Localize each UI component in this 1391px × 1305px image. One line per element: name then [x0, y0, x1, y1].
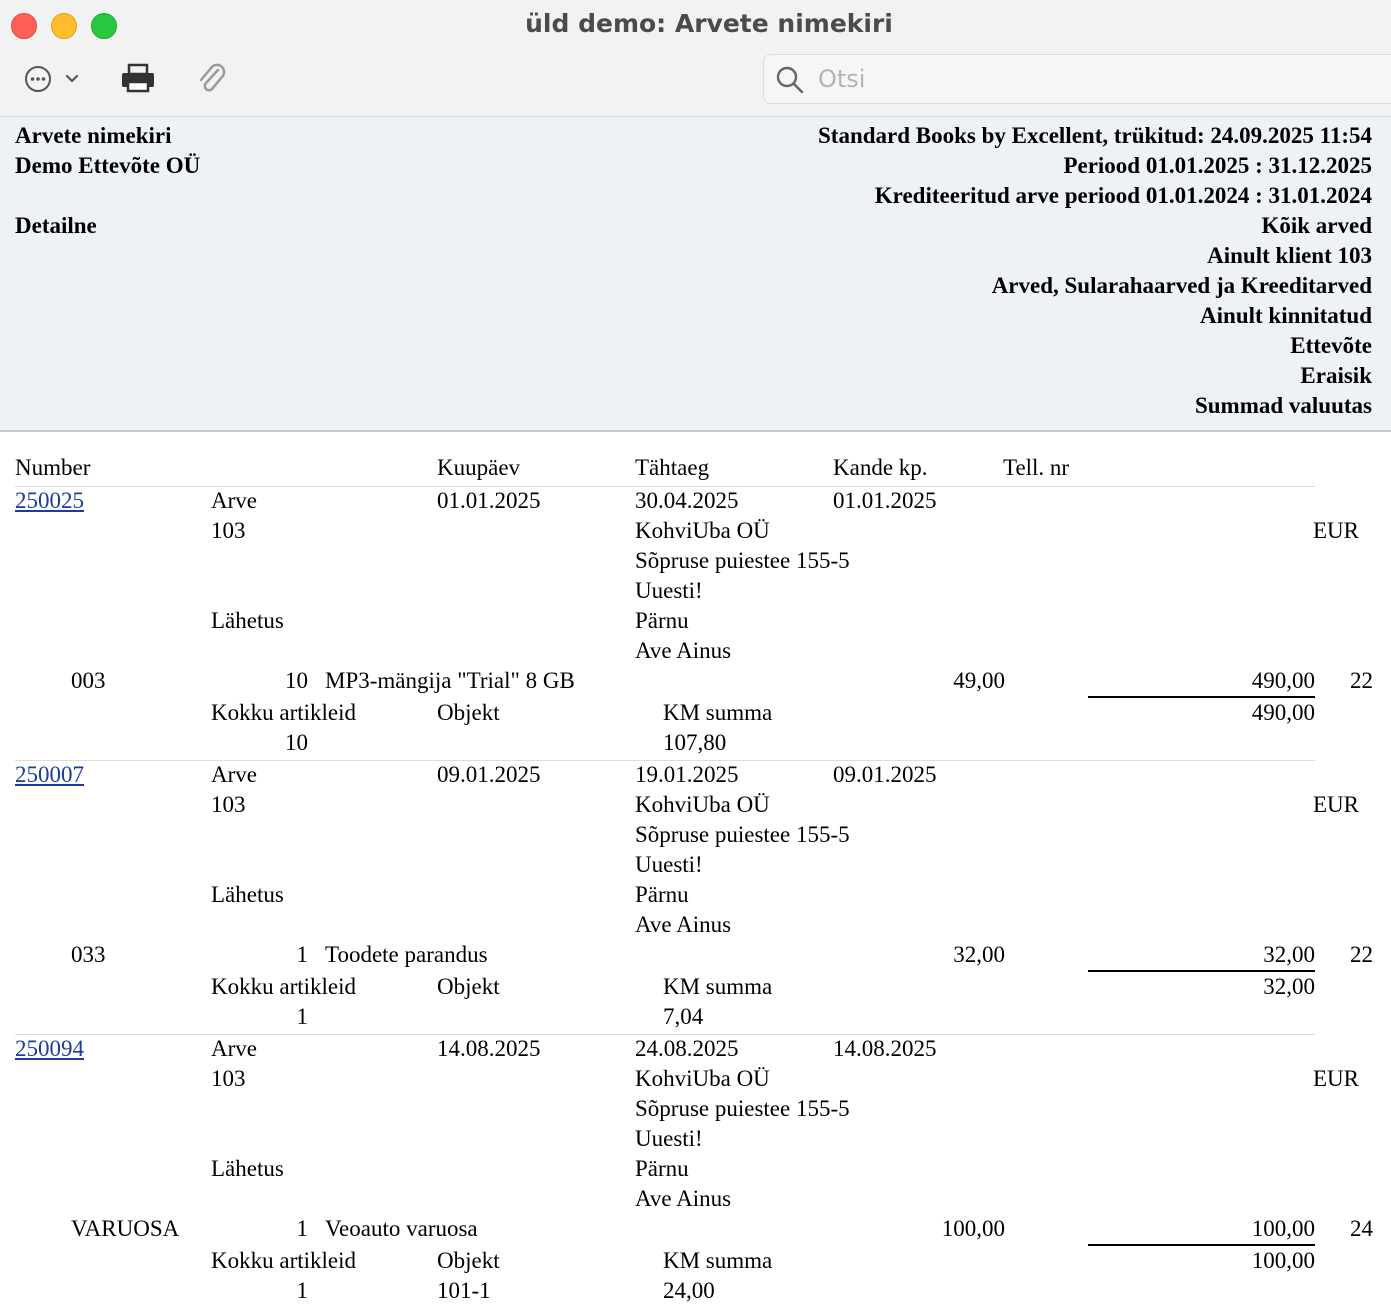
object-value: 101-1	[437, 1278, 491, 1303]
line-item-description: MP3-mängija "Trial" 8 GB	[325, 668, 575, 693]
invoice-due-date: 19.01.2025	[635, 762, 739, 787]
invoice-type: Arve	[211, 762, 257, 787]
line-item-sum: 490,00	[1251, 668, 1315, 693]
invoice-total: 100,00	[1251, 1248, 1315, 1273]
invoice-entry-date: 09.01.2025	[833, 762, 937, 787]
line-item-description: Veoauto varuosa	[325, 1216, 478, 1241]
customer-address: Sõpruse puiestee 155-5	[635, 548, 850, 573]
invoice-date: 14.08.2025	[437, 1036, 541, 1061]
customer-name: KohviUba OÜ	[635, 1066, 770, 1091]
invoice-date: 01.01.2025	[437, 488, 541, 513]
invoice-note: Uuesti!	[635, 578, 703, 603]
invoice-type: Arve	[211, 488, 257, 513]
col-date: Kuupäev	[437, 455, 521, 480]
report-header	[0, 117, 1391, 432]
vat-sum-value: 24,00	[663, 1278, 715, 1303]
line-item-price: 49,00	[953, 668, 1005, 693]
line-item-description: Toodete parandus	[325, 942, 488, 967]
object-label: Objekt	[437, 700, 500, 725]
line-item-vat-code: 24	[1350, 1216, 1373, 1241]
attach-button[interactable]	[196, 62, 228, 96]
invoice-type: Arve	[211, 1036, 257, 1061]
invoice-note: Uuesti!	[635, 852, 703, 877]
vat-sum-label: KM summa	[663, 1248, 773, 1273]
customer-code: 103	[211, 792, 246, 817]
invoice-due-date: 30.04.2025	[635, 488, 739, 513]
invoice-total: 490,00	[1251, 700, 1315, 725]
total-underline	[1088, 1244, 1315, 1246]
customer-city: Pärnu	[635, 1156, 689, 1181]
customer-contact: Ave Ainus	[635, 1186, 732, 1211]
invoice-due-date: 24.08.2025	[635, 1036, 739, 1061]
line-item-price: 100,00	[941, 1216, 1005, 1241]
filter-private: Eraisik	[1300, 363, 1372, 388]
filter-invoice-types: Arved, Sularahaarved ja Kreeditarved	[991, 273, 1372, 298]
filter-approved: Ainult kinnitatud	[1200, 303, 1372, 328]
line-item-code: 033	[71, 942, 106, 967]
line-item-price: 32,00	[953, 942, 1005, 967]
invoice-date: 09.01.2025	[437, 762, 541, 787]
search-field[interactable]	[763, 54, 1391, 104]
invoice-number-link[interactable]: 250094	[15, 1036, 84, 1061]
col-number: Number	[15, 455, 91, 480]
total-items-value: 10	[285, 730, 308, 755]
invoice-entry-date: 14.08.2025	[833, 1036, 937, 1061]
line-item-code: 003	[71, 668, 106, 693]
col-due: Tähtaeg	[635, 455, 710, 480]
customer-contact: Ave Ainus	[635, 638, 732, 663]
total-items-label: Kokku artikleid	[211, 1248, 356, 1273]
line-item-sum: 32,00	[1263, 942, 1315, 967]
shipping-label: Lähetus	[211, 608, 284, 633]
object-label: Objekt	[437, 1248, 500, 1273]
line-item-vat-code: 22	[1350, 942, 1373, 967]
filter-company: Ettevõte	[1290, 333, 1372, 358]
total-underline	[1088, 970, 1315, 972]
printer-icon	[120, 62, 156, 94]
line-item-qty: 1	[296, 1216, 308, 1241]
total-items-label: Kokku artikleid	[211, 700, 356, 725]
report-title: Arvete nimekiri	[15, 123, 172, 148]
invoice-entry-date: 01.01.2025	[833, 488, 937, 513]
filter-all-invoices: Kõik arved	[1261, 213, 1372, 238]
invoice-currency: EUR	[1313, 1066, 1359, 1091]
shipping-label: Lähetus	[211, 1156, 284, 1181]
total-items-value: 1	[296, 1278, 308, 1303]
invoice-total: 32,00	[1263, 974, 1315, 999]
vat-sum-label: KM summa	[663, 700, 773, 725]
line-item-sum: 100,00	[1251, 1216, 1315, 1241]
period: Periood 01.01.2025 : 31.12.2025	[1063, 153, 1372, 178]
invoice-currency: EUR	[1313, 518, 1359, 543]
total-items-label: Kokku artikleid	[211, 974, 356, 999]
more-actions-button[interactable]	[22, 64, 86, 94]
credited-period: Krediteeritud arve periood 01.01.2024 : 31.01.2024	[874, 183, 1372, 208]
vat-sum-value: 107,80	[663, 730, 727, 755]
invoice-currency: EUR	[1313, 792, 1359, 817]
invoice-note: Uuesti!	[635, 1126, 703, 1151]
shipping-label: Lähetus	[211, 882, 284, 907]
search-placeholder: Otsi	[818, 65, 866, 93]
line-item-qty: 10	[285, 668, 308, 693]
ellipsis-circle-icon	[22, 64, 86, 94]
paperclip-icon	[196, 62, 228, 96]
print-info: Standard Books by Excellent, trükitud: 24.09.2025 11:54	[818, 123, 1372, 148]
report-mode: Detailne	[15, 213, 97, 238]
customer-name: KohviUba OÜ	[635, 518, 770, 543]
print-button[interactable]	[120, 62, 156, 94]
total-items-value: 1	[296, 1004, 308, 1029]
line-item-code: VARUOSA	[71, 1216, 180, 1241]
vat-sum-value: 7,04	[663, 1004, 704, 1029]
customer-code: 103	[211, 518, 246, 543]
customer-contact: Ave Ainus	[635, 912, 732, 937]
customer-city: Pärnu	[635, 608, 689, 633]
invoice-number-link[interactable]: 250025	[15, 488, 84, 513]
window-titlebar	[0, 0, 1391, 117]
col-entry-date: Kande kp.	[833, 455, 928, 480]
total-underline	[1088, 696, 1315, 698]
customer-code: 103	[211, 1066, 246, 1091]
filter-currency: Summad valuutas	[1194, 393, 1372, 418]
invoice-number-link[interactable]: 250007	[15, 762, 84, 787]
search-icon	[776, 66, 804, 94]
customer-address: Sõpruse puiestee 155-5	[635, 822, 850, 847]
window-title: üld demo: Arvete nimekiri	[525, 9, 893, 38]
customer-address: Sõpruse puiestee 155-5	[635, 1096, 850, 1121]
line-item-qty: 1	[296, 942, 308, 967]
company-name: Demo Ettevõte OÜ	[15, 153, 201, 178]
customer-city: Pärnu	[635, 882, 689, 907]
object-label: Objekt	[437, 974, 500, 999]
filter-customer: Ainult klient 103	[1207, 243, 1372, 268]
col-order-nr: Tell. nr	[1003, 455, 1070, 480]
line-item-vat-code: 22	[1350, 668, 1373, 693]
vat-sum-label: KM summa	[663, 974, 773, 999]
customer-name: KohviUba OÜ	[635, 792, 770, 817]
